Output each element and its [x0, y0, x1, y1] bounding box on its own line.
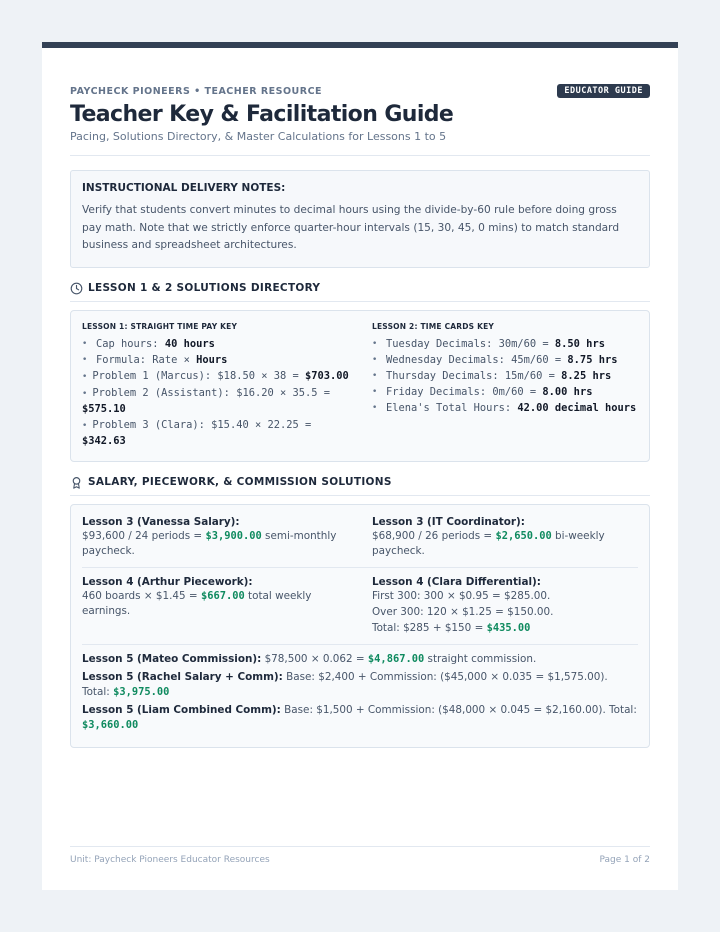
list-item: • Cap hours: 40 hours [82, 337, 360, 352]
lesson1-list [82, 337, 360, 449]
page-footer [70, 846, 650, 865]
lesson3-row [82, 516, 638, 567]
lesson2-column [360, 322, 638, 450]
resource-kicker: PAYCHECK PIONEERS • TEACHER RESOURCE [70, 86, 323, 97]
list-item: • Tuesday Decimals: 30m/60 = 8.50 hrs [372, 337, 638, 352]
lesson1-column [82, 322, 360, 450]
section-lesson1-2-header [70, 282, 650, 302]
list-item: • Problem 1 (Marcus): $18.50 × 38 = $703.00 [82, 369, 360, 385]
lesson1-title: LESSON 1: STRAIGHT TIME PAY KEY [82, 321, 238, 331]
lesson1-2-card [70, 310, 650, 462]
section-lesson1-2-title: LESSON 1 & 2 SOLUTIONS DIRECTORY [88, 282, 321, 294]
instructional-notes-box [70, 170, 650, 268]
salary-solutions-card [70, 504, 650, 748]
list-item: • Formula: Rate × Hours [82, 353, 360, 368]
it-coordinator-solution: Lesson 3 (IT Coordinator): $68,900 / 26 periods = $2,650.00 bi-weekly paycheck. [372, 515, 605, 557]
mateo-solution: Lesson 5 (Mateo Commission): $78,500 × 0.062 = $4,867.00 straight commission. [82, 652, 537, 665]
page-title: Teacher Key & Facilitation Guide [70, 102, 454, 127]
arthur-solution: Lesson 4 (Arthur Piecework): 460 boards × $1.45 = $667.00 total weekly earnings. [82, 575, 312, 617]
list-item: • Elena's Total Hours: 42.00 decimal hours [372, 401, 638, 416]
list-item: • Wednesday Decimals: 45m/60 = 8.75 hrs [372, 353, 638, 368]
notes-title: INSTRUCTIONAL DELIVERY NOTES: [82, 182, 286, 194]
vanessa-solution: Lesson 3 (Vanessa Salary): $93,600 / 24 periods = $3,900.00 semi-monthly paycheck. [82, 515, 337, 557]
lesson5-commission [82, 644, 638, 733]
clara-solution: Lesson 4 (Clara Differential): First 300: 300 × $0.95 = $285.00. Over 300: 120 × $1.25 = $150.00. Total: $285 + $150 = $435.00 [372, 575, 554, 634]
lesson4-row [82, 567, 638, 644]
header-divider [70, 155, 650, 156]
page-subtitle: Pacing, Solutions Directory, & Master Calculations for Lessons 1 to 5 [70, 130, 447, 143]
list-item: • Thursday Decimals: 15m/60 = 8.25 hrs [372, 369, 638, 384]
liam-solution: Lesson 5 (Liam Combined Comm): Base: $1,500 + Commission: ($48,000 × 0.045 = $2,160.00). Total: $3,660.00 [82, 703, 637, 731]
clock-icon [70, 282, 83, 295]
list-item: • Problem 2 (Assistant): $16.20 × 35.5 = $575.10 [82, 386, 360, 417]
notes-text: Verify that students convert minutes to decimal hours using the divide-by-60 rule before doing gross pay math. Note that we strictly enforce quarter-hour intervals (15, 30, 45, 0 mins) to match standard business and spreadsheet architectures. [82, 204, 620, 251]
lesson2-list [372, 337, 638, 416]
award-icon [70, 476, 83, 489]
section-salary-header [70, 476, 650, 496]
rachel-solution: Lesson 5 (Rachel Salary + Comm): Base: $2,400 + Commission: ($45,000 × 0.035 = $1,575.00). Total: $3,975.00 [82, 670, 608, 698]
section-salary-title: SALARY, PIECEWORK, & COMMISSION SOLUTIONS [88, 476, 392, 488]
list-item: • Friday Decimals: 0m/60 = 8.00 hrs [372, 385, 638, 400]
educator-guide-badge: EDUCATOR GUIDE [557, 84, 650, 98]
page-number: Page 1 of 2 [599, 855, 650, 865]
lesson2-title: LESSON 2: TIME CARDS KEY [372, 321, 495, 331]
footer-unit: Unit: Paycheck Pioneers Educator Resources [70, 855, 270, 865]
document-page [42, 42, 678, 890]
list-item: • Problem 3 (Clara): $15.40 × 22.25 = $342.63 [82, 418, 360, 449]
